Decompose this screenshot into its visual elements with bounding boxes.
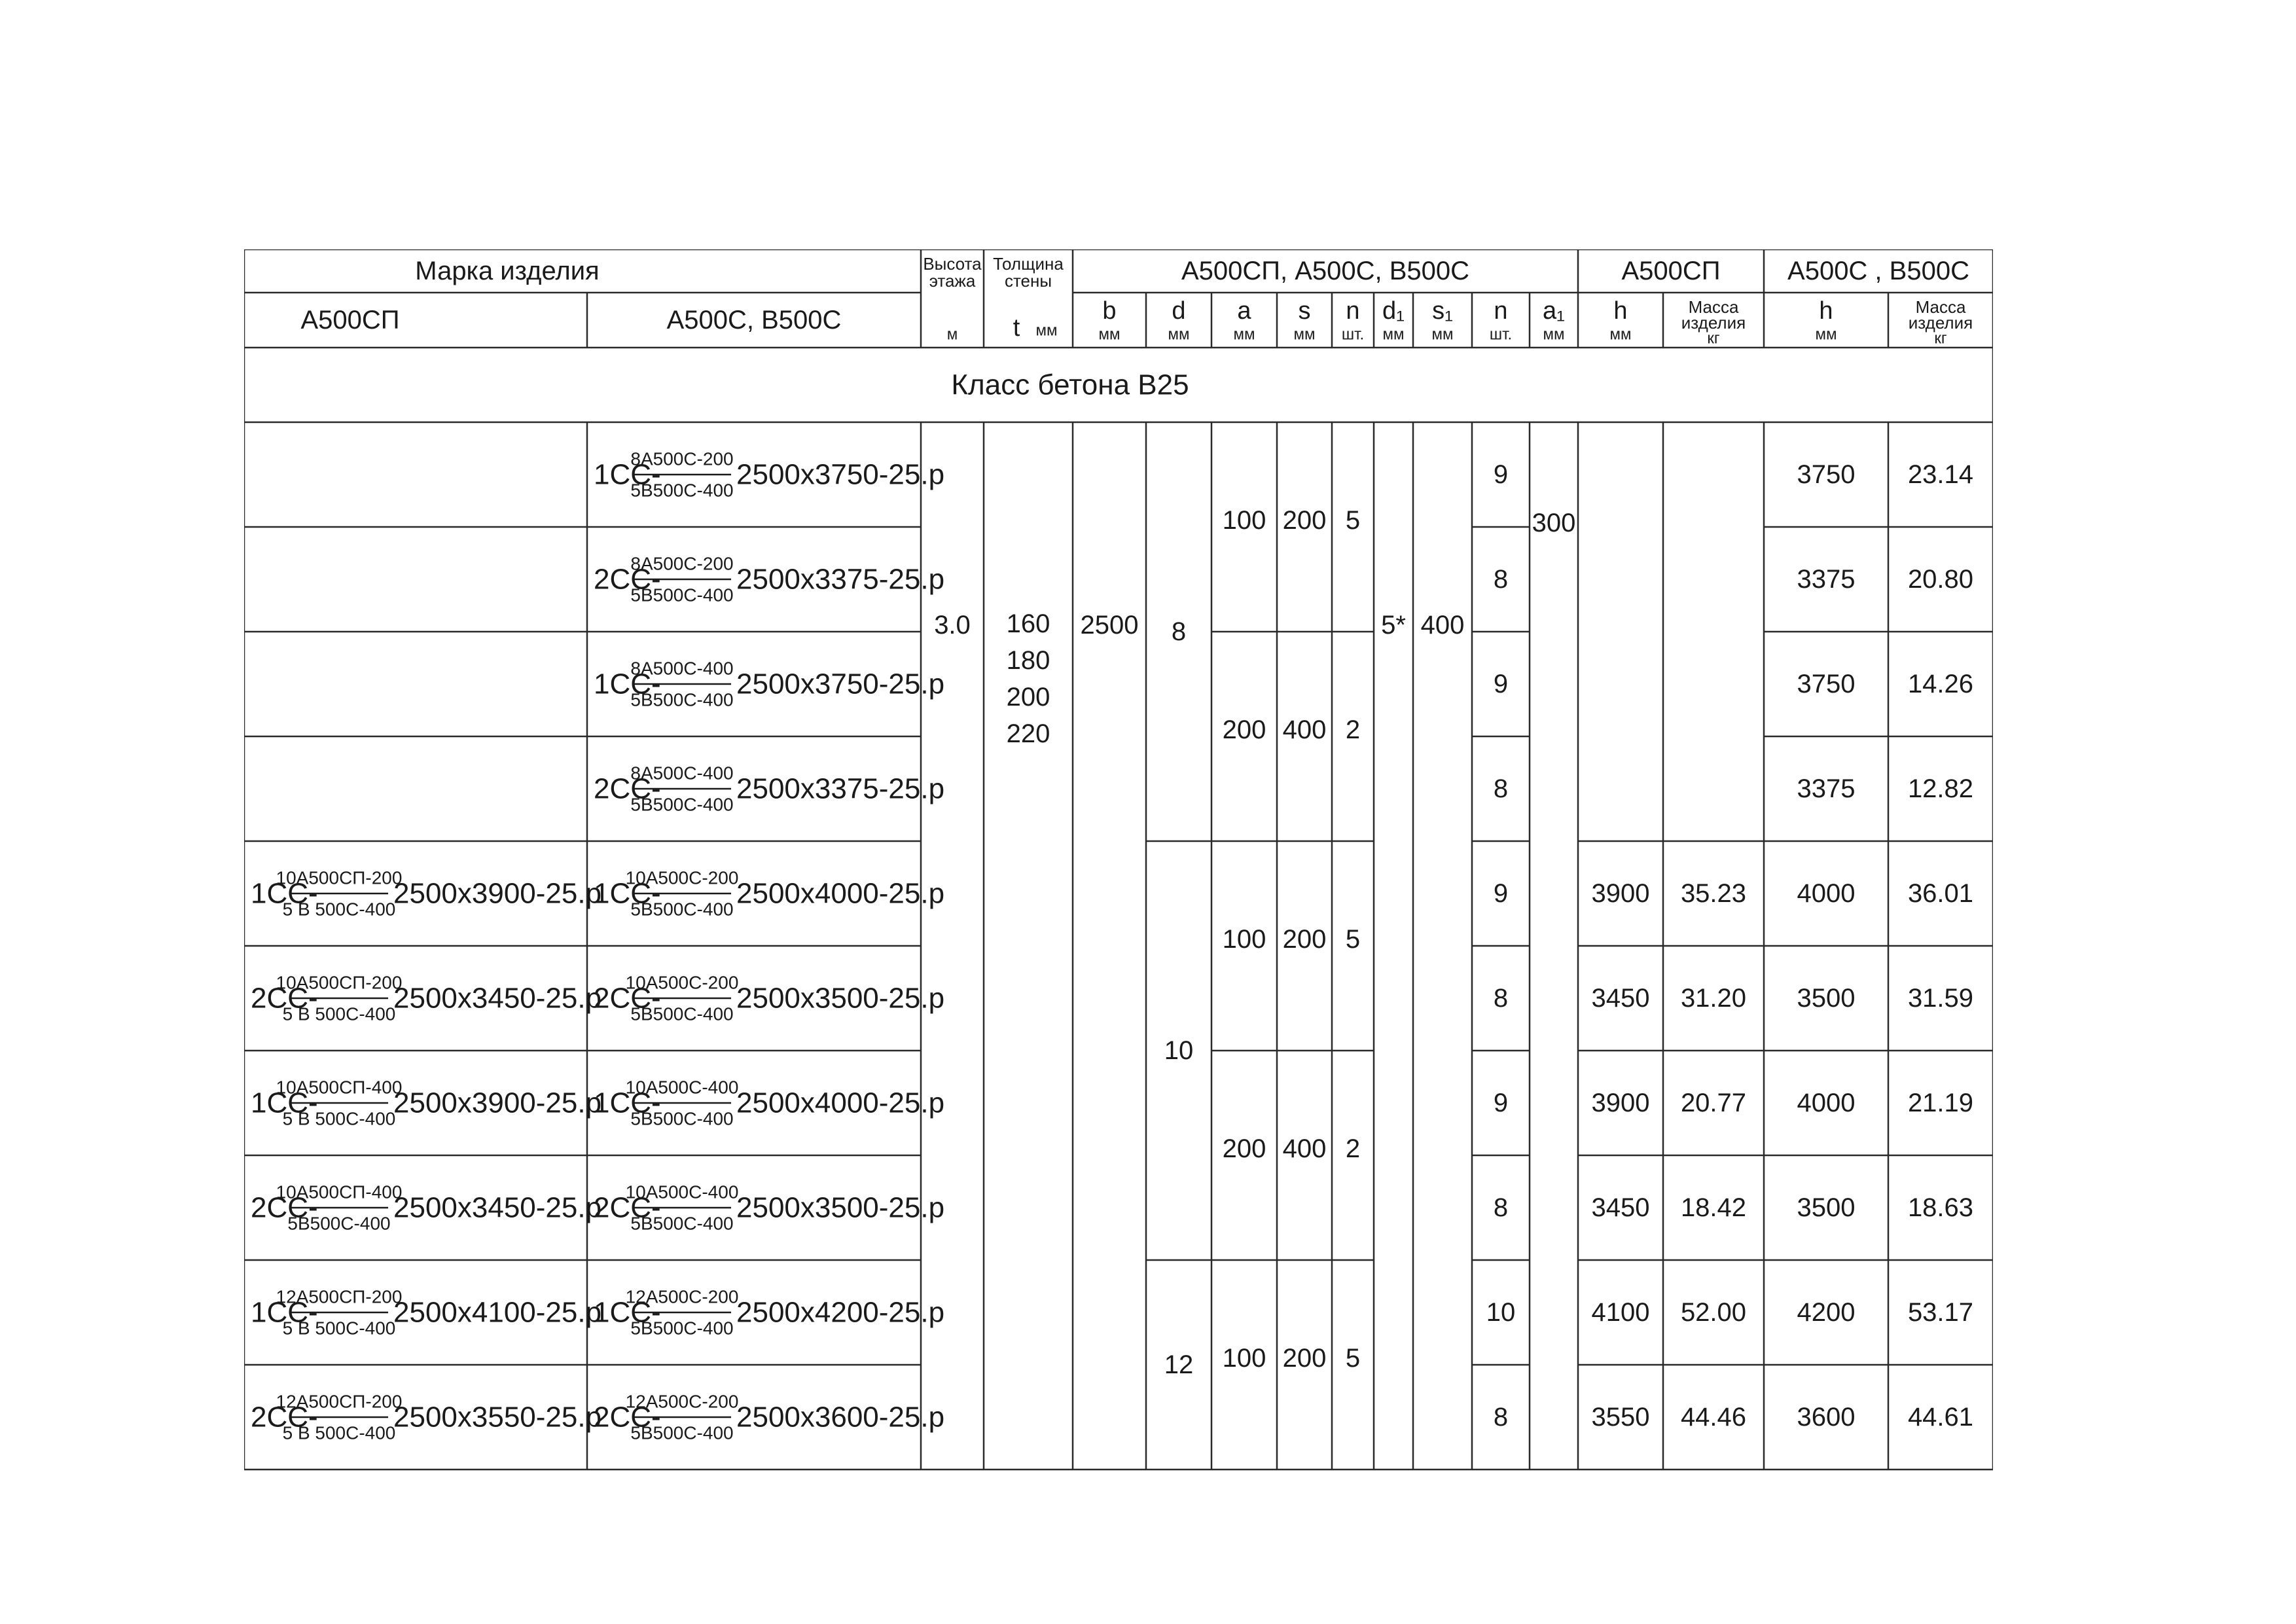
a500c-height: 3750 bbox=[1797, 460, 1856, 489]
param-unit: мм bbox=[1293, 325, 1316, 344]
a500sp-mark-numerator: 10A500СП-400 bbox=[276, 1077, 403, 1098]
n2-value: 8 bbox=[1493, 1193, 1509, 1222]
a500c-mark-prefix: 2CC- bbox=[594, 772, 661, 805]
a500sp-mass: 31.20 bbox=[1680, 984, 1747, 1013]
a500sp-height: 3450 bbox=[1591, 984, 1650, 1013]
a1-value: 300 bbox=[1532, 509, 1576, 537]
a-value: 100 bbox=[1222, 506, 1266, 535]
a500sp-mark-denominator: 5 B 500C-400 bbox=[282, 899, 396, 920]
height-symbol: h bbox=[1613, 297, 1628, 325]
a500c-mark-prefix: 1CC- bbox=[594, 668, 661, 700]
a500c-mark-prefix: 1CC- bbox=[594, 1087, 661, 1119]
table-cell-text bbox=[251, 254, 1973, 1443]
a500sp-mass: 18.42 bbox=[1680, 1193, 1747, 1222]
a500sp-mark-suffix: 2500x3450-25.р bbox=[393, 982, 602, 1015]
mass-label: Масса bbox=[1915, 297, 1966, 317]
a500c-height: 4000 bbox=[1797, 1089, 1856, 1117]
a500c-mark-denominator: 5B500C-400 bbox=[630, 899, 734, 920]
n-value: 5 bbox=[1345, 506, 1361, 535]
a500c-mark-numerator: 10A500C-200 bbox=[625, 972, 739, 993]
param-symbol: d bbox=[1172, 297, 1186, 325]
a500c-mark-suffix: 2500x3375-25.р bbox=[736, 563, 945, 596]
floor-height-value: 3.0 bbox=[934, 611, 971, 640]
a500c-mark-numerator: 12A500C-200 bbox=[625, 1391, 739, 1412]
n2-value: 9 bbox=[1493, 879, 1509, 908]
a500sp-mass: 52.00 bbox=[1680, 1298, 1747, 1327]
param-unit: мм bbox=[1382, 325, 1405, 344]
a500sp-mark-header: A500СП bbox=[300, 306, 400, 334]
rebar-mesh-specification-table bbox=[244, 249, 1993, 1477]
a500c-mark-numerator: 10A500C-200 bbox=[625, 867, 739, 888]
param-symbol: s bbox=[1298, 297, 1311, 325]
param-unit: мм bbox=[1543, 325, 1565, 344]
a500sp-height: 3900 bbox=[1591, 879, 1650, 908]
a500c-mark-suffix: 2500x3500-25.р bbox=[736, 1191, 945, 1224]
param-unit: мм bbox=[1431, 325, 1454, 344]
a500c-mark-suffix: 2500x4000-25.р bbox=[736, 877, 945, 910]
wall-thickness-value: 180 bbox=[1006, 646, 1050, 675]
s-value: 200 bbox=[1282, 925, 1327, 954]
a500sp-mark-prefix: 2CC- bbox=[251, 1191, 318, 1224]
a500c-mark-numerator: 8A500C-400 bbox=[630, 658, 734, 679]
a500sp-mark-suffix: 2500x3450-25.р bbox=[393, 1191, 602, 1224]
a500c-mass: 18.63 bbox=[1907, 1193, 1974, 1222]
a500c-mass: 53.17 bbox=[1907, 1298, 1974, 1327]
n2-value: 8 bbox=[1493, 984, 1509, 1013]
a500c-mark-prefix: 1CC- bbox=[594, 877, 661, 910]
a500c-mark-denominator: 5B500C-400 bbox=[630, 585, 734, 605]
height-unit: мм bbox=[1815, 325, 1837, 344]
a500c-height: 3500 bbox=[1797, 1193, 1856, 1222]
a500c-mark-denominator: 5B500C-400 bbox=[630, 794, 734, 815]
n2-value: 8 bbox=[1493, 565, 1509, 594]
n2-value: 9 bbox=[1493, 460, 1509, 489]
a500sp-mark-numerator: 10A500СП-400 bbox=[276, 1182, 403, 1202]
a500c-mark-numerator: 10A500C-400 bbox=[625, 1182, 739, 1202]
height-symbol: h bbox=[1819, 297, 1833, 325]
a500sp-mark-denominator: 5 B 500C-400 bbox=[282, 1108, 396, 1129]
a500sp-mark-denominator: 5B500C-400 bbox=[287, 1213, 391, 1234]
a500sp-mark-denominator: 5 B 500C-400 bbox=[282, 1318, 396, 1339]
s-value: 400 bbox=[1282, 1134, 1327, 1163]
a500sp-mark-prefix: 1CC- bbox=[251, 1296, 318, 1329]
table-grid-lines bbox=[244, 249, 1993, 1470]
floor-height-header: этажа bbox=[929, 271, 976, 291]
a500sp-mark-numerator: 10A500СП-200 bbox=[276, 867, 403, 888]
s-value: 400 bbox=[1282, 715, 1327, 744]
param-symbol: n bbox=[1346, 297, 1360, 325]
a500c-height: 4000 bbox=[1797, 879, 1856, 908]
a500c-mark-prefix: 2CC- bbox=[594, 982, 661, 1015]
a500c-mark-suffix: 2500x4000-25.р bbox=[736, 1087, 945, 1119]
a500sp-height: 3550 bbox=[1591, 1403, 1650, 1432]
a500sp-mark-numerator: 12A500СП-200 bbox=[276, 1286, 403, 1307]
a500c-mark-prefix: 2CC- bbox=[594, 1401, 661, 1434]
a-value: 200 bbox=[1222, 715, 1266, 744]
param-symbol: d₁ bbox=[1382, 297, 1405, 325]
a500c-mass: 23.14 bbox=[1907, 460, 1974, 489]
a500c-mark-numerator: 10A500C-400 bbox=[625, 1077, 739, 1098]
param-symbol: n bbox=[1494, 297, 1508, 325]
param-symbol: b bbox=[1102, 297, 1117, 325]
a500sp-mark-suffix: 2500x4100-25.р bbox=[393, 1296, 602, 1329]
d-value: 12 bbox=[1164, 1350, 1194, 1379]
a500c-mass: 12.82 bbox=[1907, 774, 1974, 803]
a500c-mark-suffix: 2500x4200-25.р bbox=[736, 1296, 945, 1329]
a500c-mark-suffix: 2500x3500-25.р bbox=[736, 982, 945, 1015]
a500sp-mark-prefix: 1CC- bbox=[251, 877, 318, 910]
d1-value: 5* bbox=[1381, 611, 1406, 640]
wall-thickness-unit: мм bbox=[1035, 321, 1058, 340]
a500c-mark-prefix: 2CC- bbox=[594, 563, 661, 596]
s-value: 200 bbox=[1282, 1344, 1327, 1373]
a500c-mass: 36.01 bbox=[1907, 879, 1974, 908]
a500c-mass: 44.61 bbox=[1907, 1403, 1974, 1432]
a500c-mark-suffix: 2500x3750-25.р bbox=[736, 458, 945, 491]
a500c-height: 4200 bbox=[1797, 1298, 1856, 1327]
param-unit: мм bbox=[1168, 325, 1190, 344]
n2-value: 10 bbox=[1486, 1298, 1516, 1327]
param-unit: мм bbox=[1233, 325, 1255, 344]
n-value: 5 bbox=[1345, 925, 1361, 954]
wall-thickness-value: 220 bbox=[1006, 719, 1050, 748]
a500c-mark-numerator: 8A500C-200 bbox=[630, 448, 734, 469]
a500sp-mark-numerator: 10A500СП-200 bbox=[276, 972, 403, 993]
param-symbol: a₁ bbox=[1543, 297, 1565, 325]
a500c-height: 3375 bbox=[1797, 565, 1856, 594]
n-value: 5 bbox=[1345, 1344, 1361, 1373]
a500c-height: 3750 bbox=[1797, 670, 1856, 698]
n2-value: 9 bbox=[1493, 670, 1509, 698]
a500c-mark-denominator: 5B500C-400 bbox=[630, 1003, 734, 1024]
floor-height-unit: м bbox=[946, 325, 958, 344]
a500c-mass: 21.19 bbox=[1907, 1089, 1974, 1117]
mass-unit: кг bbox=[1934, 329, 1947, 348]
a500sp-height: 4100 bbox=[1591, 1298, 1650, 1327]
a500c-mark-prefix: 1CC- bbox=[594, 1296, 661, 1329]
a500c-mark-suffix: 2500x3750-25.р bbox=[736, 668, 945, 700]
a-value: 200 bbox=[1222, 1134, 1266, 1163]
wall-thickness-header: Толщина bbox=[993, 254, 1064, 274]
a500c-mark-denominator: 5B500C-400 bbox=[630, 1213, 734, 1234]
a-value: 100 bbox=[1222, 925, 1266, 954]
a500c-mark-numerator: 8A500C-400 bbox=[630, 763, 734, 784]
wall-thickness-value: 160 bbox=[1006, 609, 1050, 638]
a500sp-mass: 44.46 bbox=[1680, 1403, 1747, 1432]
n-value: 2 bbox=[1345, 715, 1361, 744]
a500sp-mark-suffix: 2500x3900-25.р bbox=[393, 877, 602, 910]
a500c-mark-header: A500C, B500C bbox=[666, 306, 842, 334]
n2-value: 8 bbox=[1493, 1403, 1509, 1432]
a500sp-mark-prefix: 2CC- bbox=[251, 1401, 318, 1434]
mass-label: Масса bbox=[1688, 297, 1739, 317]
a500c-mark-numerator: 12A500C-200 bbox=[625, 1286, 739, 1307]
wall-thickness-value: 200 bbox=[1006, 683, 1050, 712]
param-unit: мм bbox=[1098, 325, 1121, 344]
a500sp-mark-denominator: 5 B 500C-400 bbox=[282, 1422, 396, 1443]
a500sp-mass: 35.23 bbox=[1680, 879, 1747, 908]
a500sp-group-header: A500СП bbox=[1621, 257, 1721, 285]
mass-label: изделия bbox=[1908, 313, 1973, 333]
b-value: 2500 bbox=[1080, 611, 1139, 640]
a500c-mark-denominator: 5B500C-400 bbox=[630, 689, 734, 710]
a500sp-mass: 20.77 bbox=[1680, 1089, 1747, 1117]
param-unit: шт. bbox=[1489, 325, 1513, 344]
a500c-height: 3500 bbox=[1797, 984, 1856, 1013]
n2-value: 8 bbox=[1493, 774, 1509, 803]
n2-value: 9 bbox=[1493, 1089, 1509, 1117]
a500c-mark-denominator: 5B500C-400 bbox=[630, 1318, 734, 1339]
wall-thickness-symbol: t bbox=[1013, 314, 1020, 342]
s1-value: 400 bbox=[1420, 611, 1465, 640]
height-unit: мм bbox=[1609, 325, 1632, 344]
a500sp-mark-denominator: 5 B 500C-400 bbox=[282, 1003, 396, 1024]
common-steel-group-header: A500СП, A500C, B500C bbox=[1181, 257, 1470, 285]
a500c-mass: 14.26 bbox=[1907, 670, 1974, 698]
a500c-height: 3375 bbox=[1797, 774, 1856, 803]
concrete-class-title: Класс бетона В25 bbox=[951, 369, 1189, 401]
mass-label: изделия bbox=[1681, 313, 1746, 333]
a500c-mark-denominator: 5B500C-400 bbox=[630, 480, 734, 501]
a500c-mark-denominator: 5B500C-400 bbox=[630, 1108, 734, 1129]
wall-thickness-header: стены bbox=[1004, 271, 1052, 291]
s-value: 200 bbox=[1282, 506, 1327, 535]
a500c-group-header: A500C , B500C bbox=[1787, 257, 1969, 285]
a500c-mass: 31.59 bbox=[1907, 984, 1974, 1013]
a500c-mark-prefix: 1CC- bbox=[594, 458, 661, 491]
d-value: 10 bbox=[1164, 1036, 1194, 1065]
a-value: 100 bbox=[1222, 1344, 1266, 1373]
mark-header: Марка изделия bbox=[415, 257, 600, 285]
a500sp-mark-numerator: 12A500СП-200 bbox=[276, 1391, 403, 1412]
n-value: 2 bbox=[1345, 1134, 1361, 1163]
a500c-mark-suffix: 2500x3375-25.р bbox=[736, 772, 945, 805]
a500c-mark-numerator: 8A500C-200 bbox=[630, 553, 734, 574]
a500sp-mark-prefix: 2CC- bbox=[251, 982, 318, 1015]
a500c-mark-prefix: 2CC- bbox=[594, 1191, 661, 1224]
mass-unit: кг bbox=[1707, 329, 1720, 348]
param-symbol: a bbox=[1237, 297, 1251, 325]
a500sp-mark-prefix: 1CC- bbox=[251, 1087, 318, 1119]
a500sp-mark-suffix: 2500x3550-25.р bbox=[393, 1401, 602, 1434]
a500c-mark-denominator: 5B500C-400 bbox=[630, 1422, 734, 1443]
a500sp-height: 3450 bbox=[1591, 1193, 1650, 1222]
a500sp-height: 3900 bbox=[1591, 1089, 1650, 1117]
a500c-mark-suffix: 2500x3600-25.р bbox=[736, 1401, 945, 1434]
a500c-height: 3600 bbox=[1797, 1403, 1856, 1432]
param-symbol: s₁ bbox=[1432, 297, 1453, 325]
param-unit: шт. bbox=[1341, 325, 1365, 344]
a500c-mass: 20.80 bbox=[1907, 565, 1974, 594]
a500sp-mark-suffix: 2500x3900-25.р bbox=[393, 1087, 602, 1119]
floor-height-header: Высота bbox=[923, 254, 982, 274]
d-value: 8 bbox=[1171, 617, 1187, 646]
